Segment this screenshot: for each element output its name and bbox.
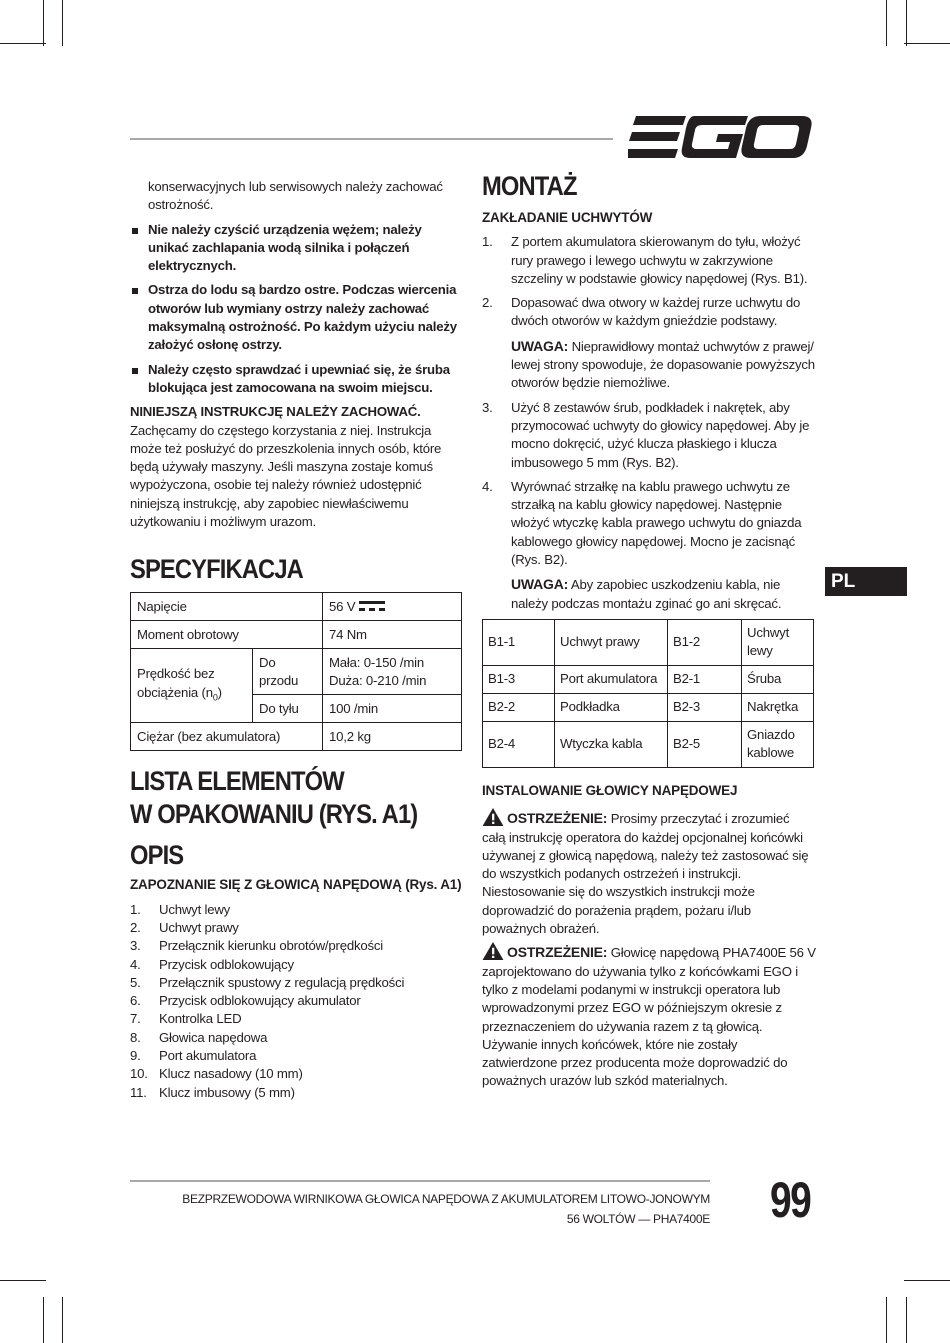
opis-title: OPIS [130,840,184,871]
right-column [482,170,816,1091]
crop-mark [906,1297,907,1343]
table-cell: B2-3 [668,693,742,721]
list-item: 8. Głowica napędowa [130,1029,268,1045]
table-cell: Uchwyt lewy [742,619,814,665]
spec-title: SPECYFIKACJA [130,554,303,585]
table-cell: Nakrętka [742,693,814,721]
table-cell: B2-4 [483,721,555,767]
table-cell: Port akumulatora [555,665,668,693]
table-cell: Wtyczka kabla [555,721,668,767]
crop-mark [0,43,46,44]
table-cell: B1-3 [483,665,555,693]
spec-value: 100 /min [323,695,462,723]
warning-triangle-icon [482,942,504,960]
step-item: 1. Z portem akumulatora skierowanym do tyłu, włożyć rury prawego i lewego uchwytu w zakrzywione szczeliny w podstawie głowicy napędowej (Rys. B1). [482,234,808,286]
warning: OSTRZEŻENIE: Prosimy przeczytać i zrozumieć całą instrukcję operatora do każdej opcjonalnej końcówki używanej z głowicą napędową, należy też zastosować się do wszystkich podanych ostrzeżeń i instrukcji. Niestosowanie się do wszystkich instrukcji może doprowadzić do porażenia prądem, pożaru i/lub poważnych obrażeń. [482,810,809,937]
intro-continuation: konserwacyjnych lub serwisowych należy zachować ostrożność. [148,179,443,213]
spec-sublabel: Do przodu [253,649,323,695]
list-item: 10. Klucz nasadowy (10 mm) [130,1066,303,1082]
crop-mark [886,1297,887,1343]
list-item: 7. Kontrolka LED [130,1011,242,1027]
crop-mark [0,1280,46,1281]
note: UWAGA: Aby zapobiec uszkodzeniu kabla, nie należy podczas montażu zginać go ani skręcać. [511,576,782,611]
table-cell: B2-1 [668,665,742,693]
montaz-title: MONTAŻ [482,171,577,201]
bullet-item: Ostrza do lodu są bardzo ostre. Podczas wiercenia otworów lub wymiany ostrzy należy zachować maksymalną ostrożność. Po każdym użyciu należy założyć osłonę ostrzy. [130,281,465,354]
spec-value: 74 Nm [323,621,462,649]
parts-list [130,901,465,1102]
dc-symbol-icon [359,600,385,612]
warning-triangle-icon [482,808,504,826]
list-item: 1. Uchwyt lewy [130,901,231,917]
list-item: 4. Przycisk odblokowujący [130,956,294,972]
spec-value: 10,2 kg [323,723,462,751]
step-item: 2. Dopasować dwa otwory w każdej rurze uchwytu do dwóch otworów w każdym gnieździe podstawy. [482,295,801,329]
safety-bullets [130,221,465,398]
page-number: 99 [770,1172,811,1228]
footer-line: 56 WOLTÓW — PHA7400E [566,1212,710,1226]
language-tab: PL [825,567,907,596]
opis-subtitle: ZAPOZNANIE SIĘ Z GŁOWICĄ NAPĘDOWĄ (Rys. A1) [130,877,462,893]
spec-sublabel: Do tyłu [253,695,323,723]
crop-mark [886,0,887,46]
spec-value: 56 V [323,593,462,621]
save-heading: NINIEJSZĄ INSTRUKCJĘ NALEŻY ZACHOWAĆ. [130,404,421,420]
table-cell: B2-5 [668,721,742,767]
crop-mark [43,0,44,46]
note: UWAGA: Nieprawidłowy montaż uchwytów z prawej/ lewej strony spowoduje, że dopasowanie powyższych otworów będzie niemożliwe. [511,337,815,391]
bullet-item: Nie należy czyścić urządzenia wężem; należy unikać zachlapania wodą silnika i połączeń elektrycznych. [130,221,465,276]
table-cell: Śruba [742,665,814,693]
footer-line: BEZPRZEWODOWA WIRNIKOWA GŁOWICA NAPĘDOWA Z AKUMULATOREM LITOWO-JONOWYM [182,1192,710,1206]
spec-label: Moment obrotowy [131,621,323,649]
bullet-item: Należy często sprawdzać i upewniać się, że śruba blokująca jest zamocowana na swoim miejscu. [130,361,465,398]
spec-label: Napięcie [131,593,323,621]
step-item: 4. Wyrównać strzałkę na kablu prawego uchwytu ze strzałką na kablu głowicy napędowej. Następnie włożyć wtyczkę kabla prawego uchwytu do gniazda kablowego głowicy napędowej. Mocno je zacisnąć (Rys. B2). [482,478,802,568]
table-cell: Podkładka [555,693,668,721]
list-item: 3. Przełącznik kierunku obrotów/prędkości [130,938,384,954]
spec-value: Mała: 0-150 /min Duża: 0-210 /min [323,649,462,695]
list-item: 9. Port akumulatora [130,1048,257,1064]
assembly-steps [482,233,816,330]
install-subtitle: INSTALOWANIE GŁOWICY NAPĘDOWEJ [482,782,738,798]
crop-mark [906,0,907,46]
spec-label: Prędkość bez obciążenia $(n_0)$ [131,649,253,723]
list-item: 6. Przycisk odblokowujący akumulator [130,993,361,1009]
crop-mark [43,1297,44,1343]
spec-label: Ciężar (bez akumulatora) [131,723,323,751]
list-title: LISTA ELEMENTÓW [130,766,344,797]
list-title-line2: W OPAKOWANIU (RYS. A1) [130,799,418,830]
step-item: 3. Użyć 8 zestawów śrub, podkładek i nakrętek, aby przymocować uchwyty do głowicy napędowej. Aby je mocno dokręcić, użyć klucza płaskiego i klucza imbusowego 5 mm (Rys. B2). [482,399,810,470]
figure-parts-table [482,619,814,768]
crop-mark [904,43,950,44]
list-item: 11. Klucz imbusowy (5 mm) [130,1084,295,1100]
spec-table [130,592,462,751]
warning: OSTRZEŻENIE: Głowicę napędową PHA7400E 56 V zaprojektowano do używania tylko z końcówkami EGO i tylko z modelami podanymi w instrukcji operatora lub wprowadzonymi przez EGO w późniejszym okresie z przeznaczeniem do używania razem z tą głowicą. Używanie innych końcówek, które nie zostały zatwierdzone przez producenta może doprowadzić do poważnych urazów lub szkód materialnych. [482,944,816,1089]
table-cell: Gniazdo kablowe [742,721,814,767]
footer-rule [130,1180,710,1182]
table-cell: B1-2 [668,619,742,665]
crop-mark [62,0,63,46]
handles-subtitle: ZAKŁADANIE UCHWYTÓW [482,210,653,225]
list-item: 5. Przełącznik spustowy z regulacją prędkości [130,974,405,990]
footer-text [182,1189,710,1229]
table-cell: B2-2 [483,693,555,721]
crop-mark [904,1280,950,1281]
crop-mark [62,1297,63,1343]
list-item: 2. Uchwyt prawy [130,919,239,935]
ego-logo [628,116,812,158]
save-text: Zachęcamy do częstego korzystania z niej. Instrukcja może też posłużyć do przeszkolenia innych osób, które będą używały maszyny. Jeśli maszyna zostaje komuś wypożyczona, osobie tej należy również udostępnić niniejszą instrukcję, aby zapobiec niewłaściwemu użytkowaniu i możliwym urazom. [130,422,442,530]
table-cell: B1-1 [483,619,555,665]
header-rule [130,138,613,140]
assembly-steps-cont [482,399,816,570]
table-cell: Uchwyt prawy [555,619,668,665]
left-column [130,178,465,1102]
